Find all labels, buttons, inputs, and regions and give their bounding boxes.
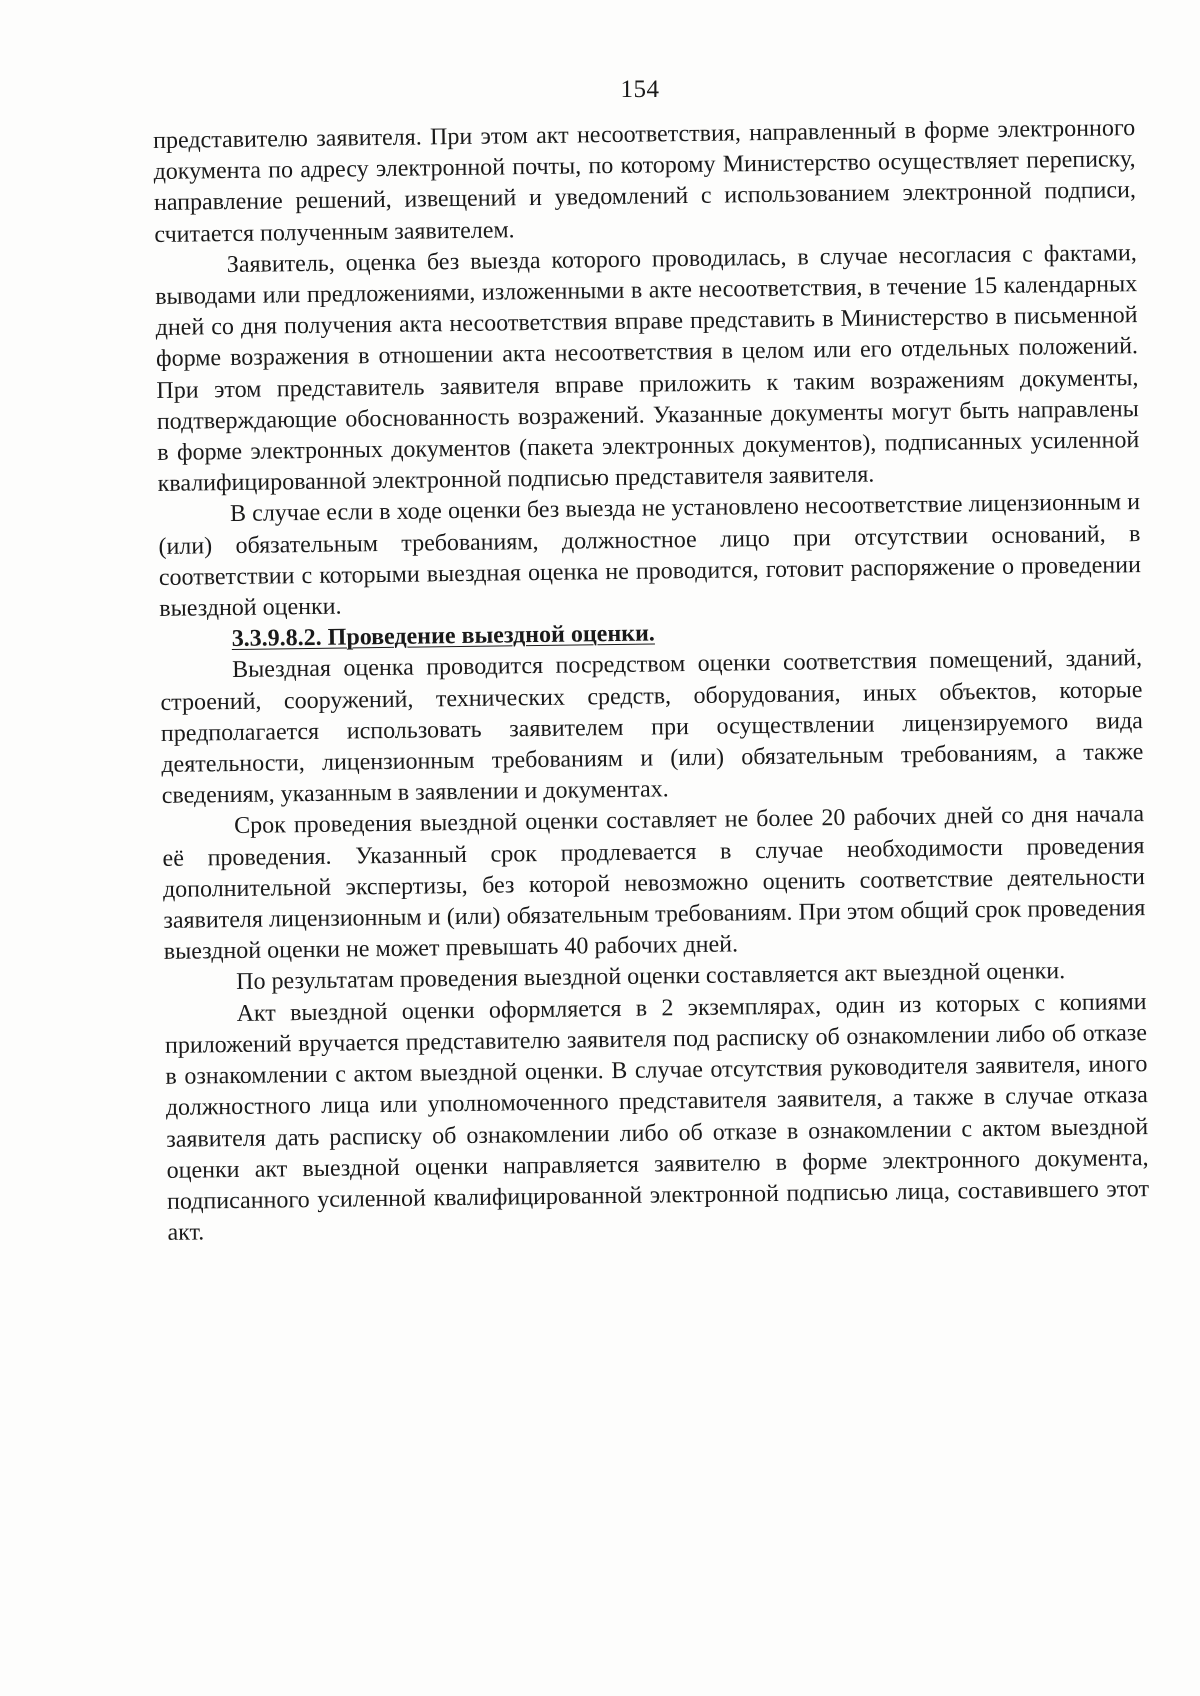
document-body: [153, 113, 1150, 1249]
paragraph-objections: Заявитель, оценка без выезда которого проводилась, в случае несогласия с фактами, выводами или предложениями, изложенными в акте несоответствия, в течение 15 календарных дней со дня получения акта несоответствия вправе представить в Министерство в письменной форме возражения в отношении акта несоответствия в целом или его отдельных положений. При этом представитель заявителя вправе приложить к таким возражениям документы, подтверждающие обоснованность возражений. Указанные документы могут быть направлены в форме электронных документов (пакета электронных документов), подписанных усиленной квалифицированной электронной подписью представителя заявителя.: [155, 239, 1140, 498]
paragraph-no-violation: В случае если в ходе оценки без выезда не установлено несоответствие лицензионным и (или) обязательным требованиям, должностное лицо при отсутствии оснований, в соответствии с которыми выездная оценка не проводится, готовит распоряжение о проведении выездной оценки.: [158, 489, 1142, 623]
paragraph-continuation: представителю заявителя. При этом акт несоответствия, направленный в форме электронного документа по адресу электронной почты, по которому Министерство осуществляет переписку, направление решений, извещений и уведомлений с использованием электронной подписи, считается полученным заявителем.: [153, 115, 1137, 248]
paragraph-act-delivery: Акт выездной оценки оформляется в 2 экземплярах, один из которых с копиями приложений вручается представителю заявителя под расписку об ознакомлении либо об отказе в ознакомлении с актом выездной оценки. В случае отсутствия руководителя заявителя, иного должностного лица или уполномоченного представителя заявителя, а также в случае отказа заявителя дать расписку об ознакомлении либо об отказе в ознакомлении с актом выездной оценки акт выездной оценки направляется заявителю в форме электронного документа, подписанного усиленной квалифицированной электронной подписью лица, составившего этот акт.: [164, 988, 1150, 1247]
paragraph-onsite-assessment: Выездная оценка проводится посредством оценки соответствия помещений, зданий, строений, сооружений, технических средств, оборудования, иных объектов, которые предполагается использовать заявителем при осуществлении лицензируемого вида деятельности, лицензионным требованиям и (или) обязательным требованиям, а также сведениям, указанным в заявлении и документах.: [160, 645, 1144, 810]
section-heading: 3.3.9.8.2. Проведение выездной оценки.: [231, 620, 655, 653]
page-number: 154: [620, 76, 660, 103]
paragraph-assessment-act: По результатам проведения выездной оценки составляется акт выездной оценки.: [236, 958, 1066, 996]
paragraph-assessment-term: Срок проведения выездной оценки составляет не более 20 рабочих дней со дня начала её проведения. Указанный срок продлевается в случае необходимости проведения дополнительной экспертизы, без которой невозможно оценить соответствие деятельности заявителя лицензионным и (или) обязательным требованиям. При этом общий срок проведения выездной оценки не может превышать 40 рабочих дней.: [162, 801, 1146, 966]
